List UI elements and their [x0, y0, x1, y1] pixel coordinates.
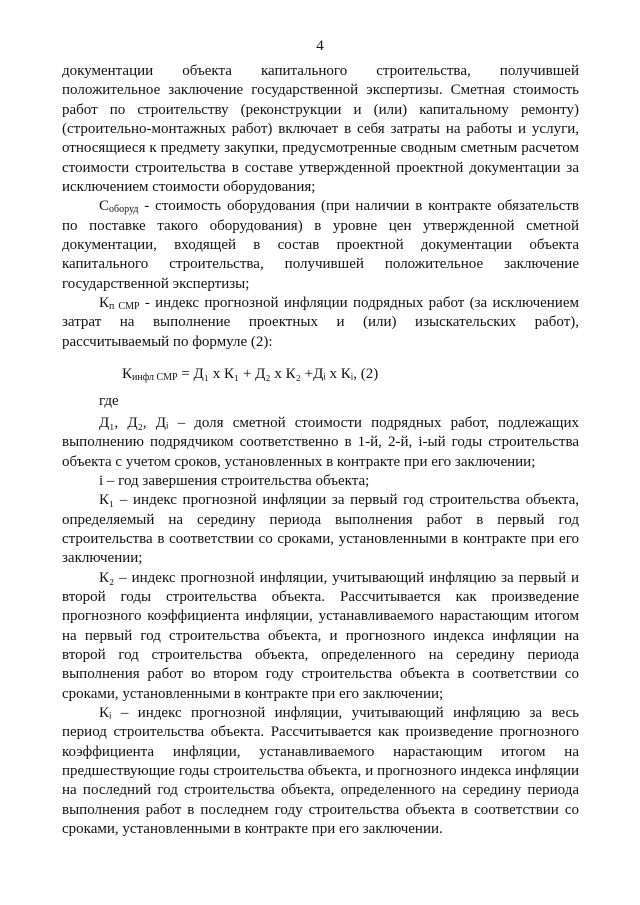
page-number: 4	[316, 38, 324, 54]
equipment-cost-definition: - стоимость оборудования (при наличии в контракте обязательств по поставке такого оборудования) в уровне цен утвержденной сметной документации, входящей в состав проектной документации объекта капитального строительства, получившей положительное заключение государственной экспертизы;	[62, 198, 579, 292]
paragraph-k1: К₁ – индекс прогнозной инфляции за первый год строительства объекта, определяемый на середину периода выполнения работ в первый год строительства в соответствии со сроками, установленными в контракте при его заключении;	[62, 492, 579, 567]
symbol-c: С	[99, 198, 110, 215]
smr-index-definition: - индекс прогнозной инфляции подрядных работ (за исключением затрат на выполнение проектных и (или) изыскательских работ), рассчитываемый по формуле (2):	[62, 295, 579, 350]
paragraph-ki: Кᵢ – индекс прогнозной инфляции, учитывающий инфляцию за весь период строительства объекта. Рассчитывается как произведение прогнозного коэффициента инфляции, устанавливаемого нарастающим итогом на предшествующие годы строительства объекта, и прогнозного индекса инфляции на последний год строительства объекта, определенного на середину периода выполнения работ в последнем году строительства объекта в соответствии со сроками, установленными в контракте при его заключении.	[62, 705, 579, 838]
paragraph-year-i: i – год завершения строительства объекта;	[99, 472, 370, 489]
paragraph-k2: К₂ – индекс прогнозной инфляции, учитывающий инфляцию за первый и второй годы строительства объекта. Рассчитывается как произведение прогнозного коэффициента инфляции, устанавливаемого нарастающим итогом на первый год строительства объекта, и прогнозного индекса инфляции на второй год строительства объекта, определенного на середину периода выполнения работ во втором году строительства объекта в соответствии со сроками, установленными в контракте при его заключении;	[62, 569, 579, 702]
paragraph-equipment-cost	[62, 197, 579, 294]
paragraph-shares: Д₁, Д₂, Дᵢ – доля сметной стоимости подрядных работ, подлежащих выполнению подрядчиком соответственно в 1-й, 2-й, i-ый годы строительства объекта с учетом сроков, установленных в контракте при его заключении;	[62, 414, 579, 470]
paragraph-smr-index	[62, 294, 579, 352]
symbol-k-subscript: п СМР	[109, 301, 140, 313]
where-label: где	[99, 392, 119, 409]
document-body	[62, 62, 579, 839]
formula-lhs-symbol: К	[122, 366, 133, 383]
formula-rhs: = Д₁ х К₁ + Д₂ х К₂ +Дᵢ х Кᵢ, (2)	[177, 366, 379, 383]
symbol-k: К	[99, 295, 110, 312]
formula-lhs-subscript: инфл СМР	[132, 372, 178, 384]
formula-2	[62, 365, 579, 384]
paragraph-equipment-context: документации объекта капитального строительства, получившей положительное заключение государственной экспертизы. Сметная стоимость работ по строительству (реконструкции и (или) капитальному ремонту) (строительно-монтажных работ) включает в себя затраты на работы и услуги, относящиеся к предмету закупки, предусмотренные сводным сметным расчетом стоимости строительства в составе утвержденной проектной документации за исключением стоимости оборудования;	[62, 63, 579, 196]
symbol-c-subscript: оборуд	[109, 204, 139, 216]
